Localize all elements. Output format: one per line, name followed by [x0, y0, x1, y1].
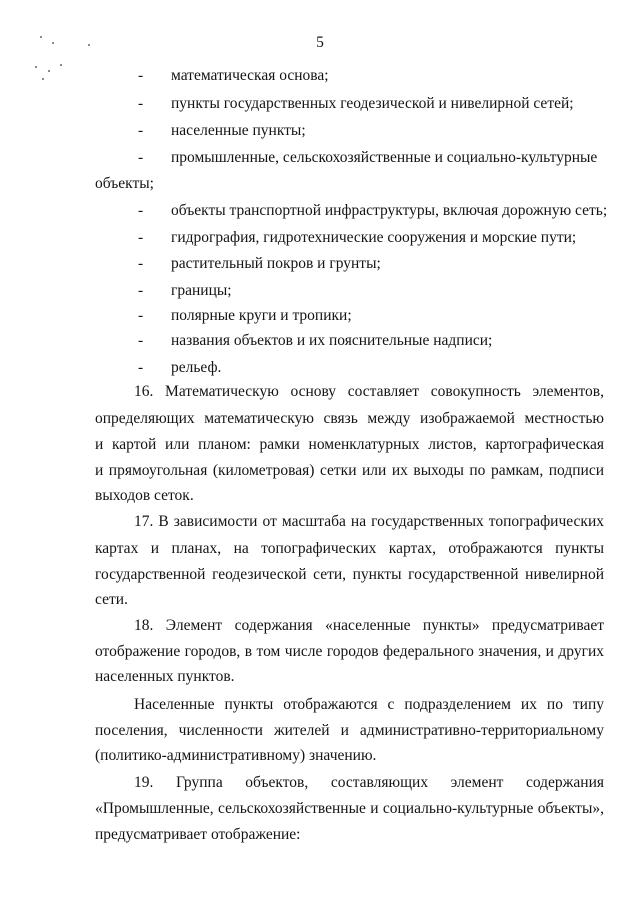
paragraph-line: сети. [95, 591, 128, 608]
list-dash: - [138, 282, 144, 299]
paragraph-line: поселения, численности жителей и административно-территориальному [95, 722, 604, 739]
list-dash: - [138, 149, 144, 166]
list-dash: - [138, 359, 144, 376]
paragraph-line: 19. Группа объектов, составляющих элемент содержания [134, 774, 604, 791]
list-dash: - [138, 122, 144, 139]
list-item: растительный покров и грунты; [171, 255, 381, 272]
paragraph-line: 18. Элемент содержания «населенные пункты» предусматривает [134, 617, 604, 634]
list-item-continuation: объекты; [95, 175, 154, 192]
list-item: границы; [171, 282, 232, 299]
paragraph-line: 16. Математическую основу составляет совокупность элементов, [134, 383, 604, 400]
list-item: рельеф. [171, 359, 222, 376]
paragraph-line: выходов сеток. [95, 487, 194, 504]
paragraph-line: (политико-административному) значению. [95, 747, 377, 764]
list-item: пункты государственных геодезической и нивелирной сетей; [171, 95, 574, 112]
list-dash: - [138, 95, 144, 112]
paragraph-line: населенных пунктов. [95, 668, 235, 685]
list-item: населенные пункты; [171, 122, 306, 139]
list-dash: - [138, 255, 144, 272]
paragraph-line: отображение городов, в том числе городов федерального значения, и других [95, 643, 604, 660]
paragraph-line: Населенные пункты отображаются с подразделением их по типу [134, 696, 604, 713]
paragraph-line: и прямоугольная (километровая) сетки или их выходы по рамкам, подписи [95, 462, 604, 479]
page-number: 5 [316, 34, 324, 51]
paragraph-line: 17. В зависимости от масштаба на государственных топографических [134, 513, 604, 530]
list-item: полярные круги и тропики; [171, 307, 352, 324]
paragraph-line: «Промышленные, сельскохозяйственные и социально-культурные объекты», [95, 800, 604, 817]
list-item: математическая основа; [171, 67, 329, 84]
paragraph-line: картах и планах, на топографических картах, отображаются пункты [95, 540, 604, 557]
paragraph-line: государственной геодезической сети, пункты государственной нивелирной [95, 566, 604, 583]
list-dash: - [138, 332, 144, 349]
paragraph-line: и картой или планом: рамки номенклатурных листов, картографическая [95, 436, 604, 453]
list-dash: - [138, 202, 144, 219]
list-dash: - [138, 307, 144, 324]
list-item: промышленные, сельскохозяйственные и социально-культурные [171, 149, 598, 166]
list-item: гидрография, гидротехнические сооружения и морские пути; [171, 229, 577, 246]
list-dash: - [138, 229, 144, 246]
list-dash: - [138, 67, 144, 84]
list-item: названия объектов и их пояснительные надписи; [171, 332, 493, 349]
list-item: объекты транспортной инфраструктуры, включая дорожную сеть; [171, 202, 608, 219]
paragraph-line: определяющих математическую связь между изображаемой местностью [95, 410, 604, 427]
paragraph-line: предусматривает отображение: [95, 826, 301, 843]
